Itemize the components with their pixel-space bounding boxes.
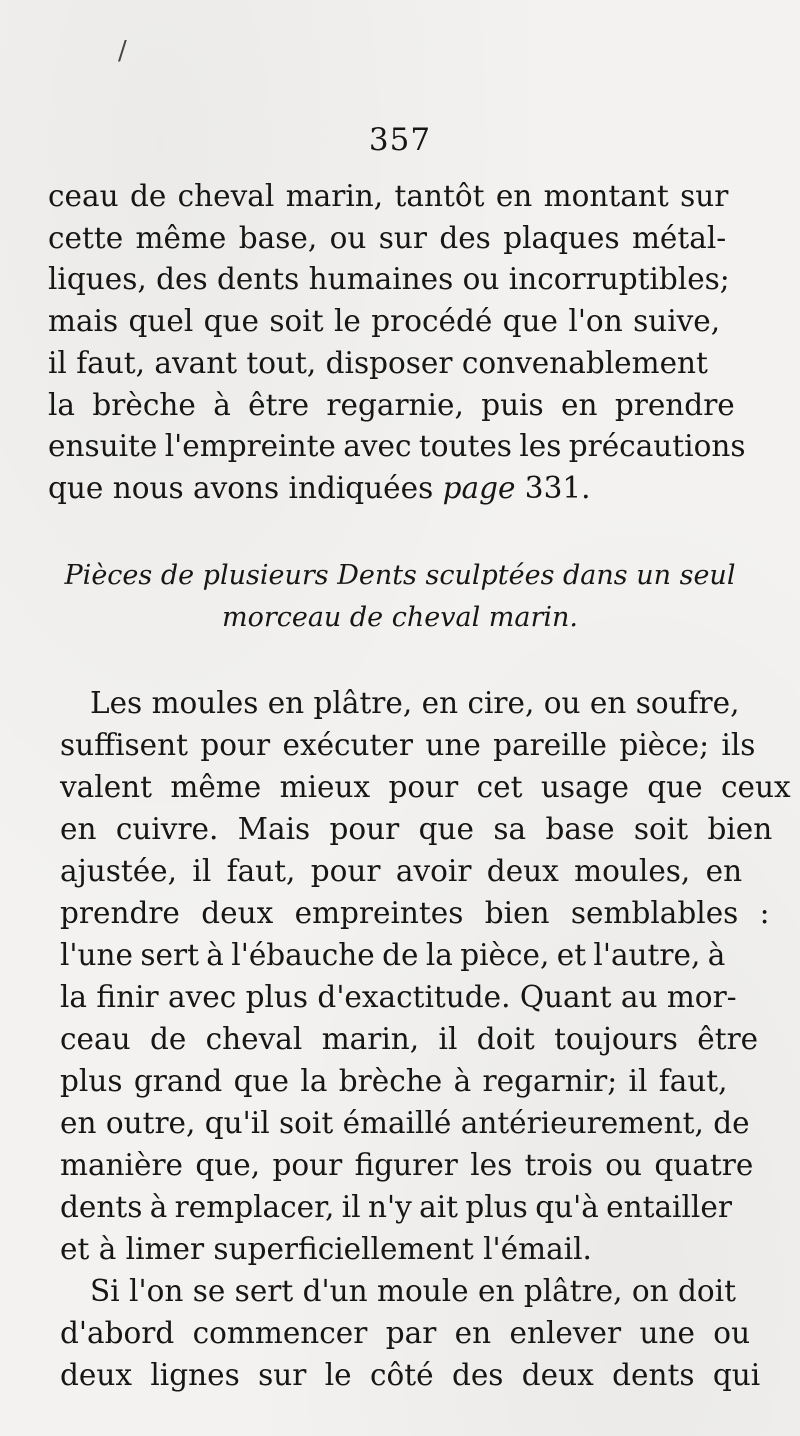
text-line: cette même base, ou sur des plaques métal- (48, 221, 727, 255)
text-line: d'abord commencer par en enlever une ou (60, 1316, 751, 1350)
page-reference: 331. (515, 471, 591, 505)
text-line: ajustée, il faut, pour avoir deux moules, en (60, 854, 743, 888)
text-line: valent même mieux pour cet usage que ceux (60, 770, 791, 804)
italic-word: page (442, 471, 516, 505)
text-line: ceau de cheval marin, tantôt en montant sur (48, 179, 729, 213)
text-line: ensuite l'empreinte avec toutes les précautions (48, 429, 746, 463)
text-line: en cuivre. Mais pour que sa base soit bien (60, 812, 773, 846)
section-heading-line-1: Pièces de plusieurs Dents sculptées dans un seul (64, 560, 736, 591)
text-line: et à limer superficiellement l'émail. (60, 1232, 592, 1266)
text-line: la finir avec plus d'exactitude. Quant au mor- (60, 980, 737, 1014)
text-line-last (48, 467, 590, 509)
stray-mark: / (118, 36, 127, 66)
text-line: en outre, qu'il soit émaillé antérieurement, de (60, 1106, 750, 1140)
text-line: liques, des dents humaines ou incorruptibles; (48, 262, 730, 296)
text-line: mais quel que soit le procédé que l'on suive, (48, 304, 721, 338)
text-line: il faut, avant tout, disposer convenablement (48, 346, 708, 380)
text-line: dents à remplacer, il n'y ait plus qu'à entailler (60, 1190, 732, 1224)
text-line: Si l'on se sert d'un moule en plâtre, on doit (90, 1274, 736, 1308)
text-line: l'une sert à l'ébauche de la pièce, et l'autre, à (60, 938, 726, 972)
page-number: 357 (368, 122, 432, 158)
text-line: plus grand que la brèche à regarnir; il faut, (60, 1064, 728, 1098)
text-line: suffisent pour exécuter une pareille pièce; ils (60, 728, 756, 762)
text-line: deux lignes sur le côté des deux dents qui (60, 1358, 761, 1392)
text-line: manière que, pour figurer les trois ou quatre (60, 1148, 754, 1182)
section-heading-line-2: morceau de cheval marin. (221, 602, 579, 633)
text-fragment: que nous avons indiquées (48, 471, 443, 505)
text-line: la brèche à être regarnie, puis en prendre (48, 388, 735, 422)
text-line: Les moules en plâtre, en cire, ou en soufre, (90, 686, 740, 720)
text-line: prendre deux empreintes bien semblables : (60, 896, 770, 930)
text-line: ceau de cheval marin, il doit toujours être (60, 1022, 759, 1056)
